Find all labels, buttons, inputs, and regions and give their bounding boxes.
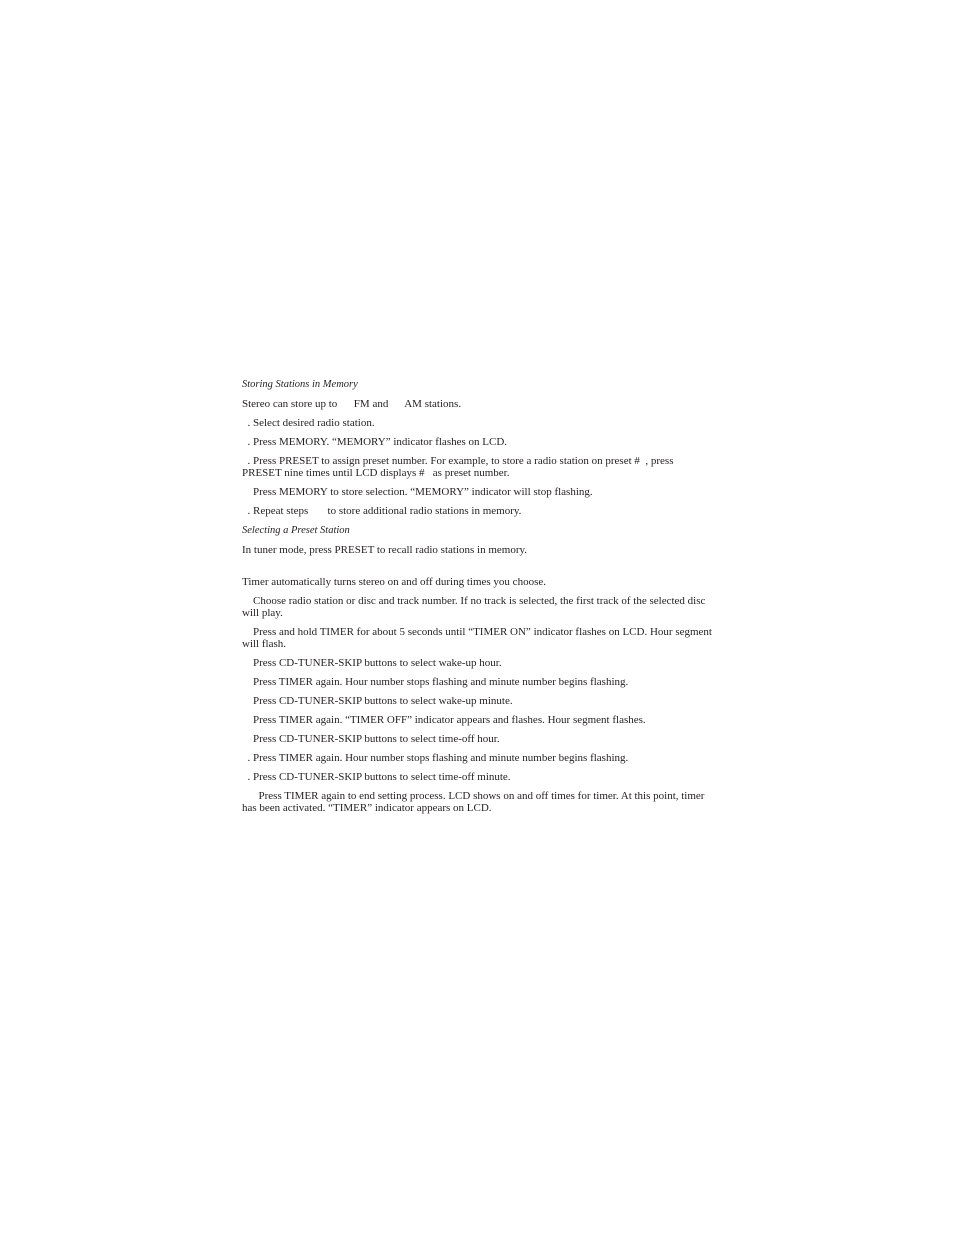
timer-step-8: . Press TIMER again. Hour number stops flashing and minute number begins flashing. <box>242 752 629 764</box>
timer-step-10: Press TIMER again to end setting process. LCD shows on and off times for timer. At this point, timer has been activated. “TIMER” indicator appears on LCD. <box>242 790 708 814</box>
timer-step-6: Press TIMER again. “TIMER OFF” indicator appears and flashes. Hour segment flashes. <box>242 714 646 726</box>
storing-step-3: . Press PRESET to assign preset number. For example, to store a radio station on preset # , press PRESET nine times until LCD displays # as preset number. <box>242 455 677 479</box>
storing-step-2: . Press MEMORY. “MEMORY” indicator flashes on LCD. <box>242 436 508 448</box>
storing-intro: Stereo can store up to FM and AM stations. <box>242 398 462 410</box>
storing-heading: Storing Stations in Memory <box>242 379 358 390</box>
timer-step-7: Press CD-TUNER-SKIP buttons to select time-off hour. <box>242 733 500 745</box>
timer-step-9: . Press CD-TUNER-SKIP buttons to select time-off minute. <box>242 771 511 783</box>
timer-step-3: Press CD-TUNER-SKIP buttons to select wake-up hour. <box>242 657 502 669</box>
timer-step-5: Press CD-TUNER-SKIP buttons to select wake-up minute. <box>242 695 513 707</box>
storing-step-5: . Repeat steps to store additional radio stations in memory. <box>242 505 522 517</box>
selecting-body: In tuner mode, press PRESET to recall radio stations in memory. <box>242 544 528 556</box>
timer-intro: Timer automatically turns stereo on and off during times you choose. <box>242 576 546 588</box>
timer-step-2: Press and hold TIMER for about 5 seconds until “TIMER ON” indicator flashes on LCD. Hour segment will flash. <box>242 626 715 650</box>
selecting-heading: Selecting a Preset Station <box>242 525 350 536</box>
timer-step-4: Press TIMER again. Hour number stops flashing and minute number begins flashing. <box>242 676 629 688</box>
timer-step-1: Choose radio station or disc and track number. If no track is selected, the first track of the selected disc will play. <box>242 595 709 619</box>
manual-page <box>242 379 714 814</box>
storing-step-1: . Select desired radio station. <box>242 417 375 429</box>
storing-step-4: Press MEMORY to store selection. “MEMORY” indicator will stop flashing. <box>242 486 593 498</box>
